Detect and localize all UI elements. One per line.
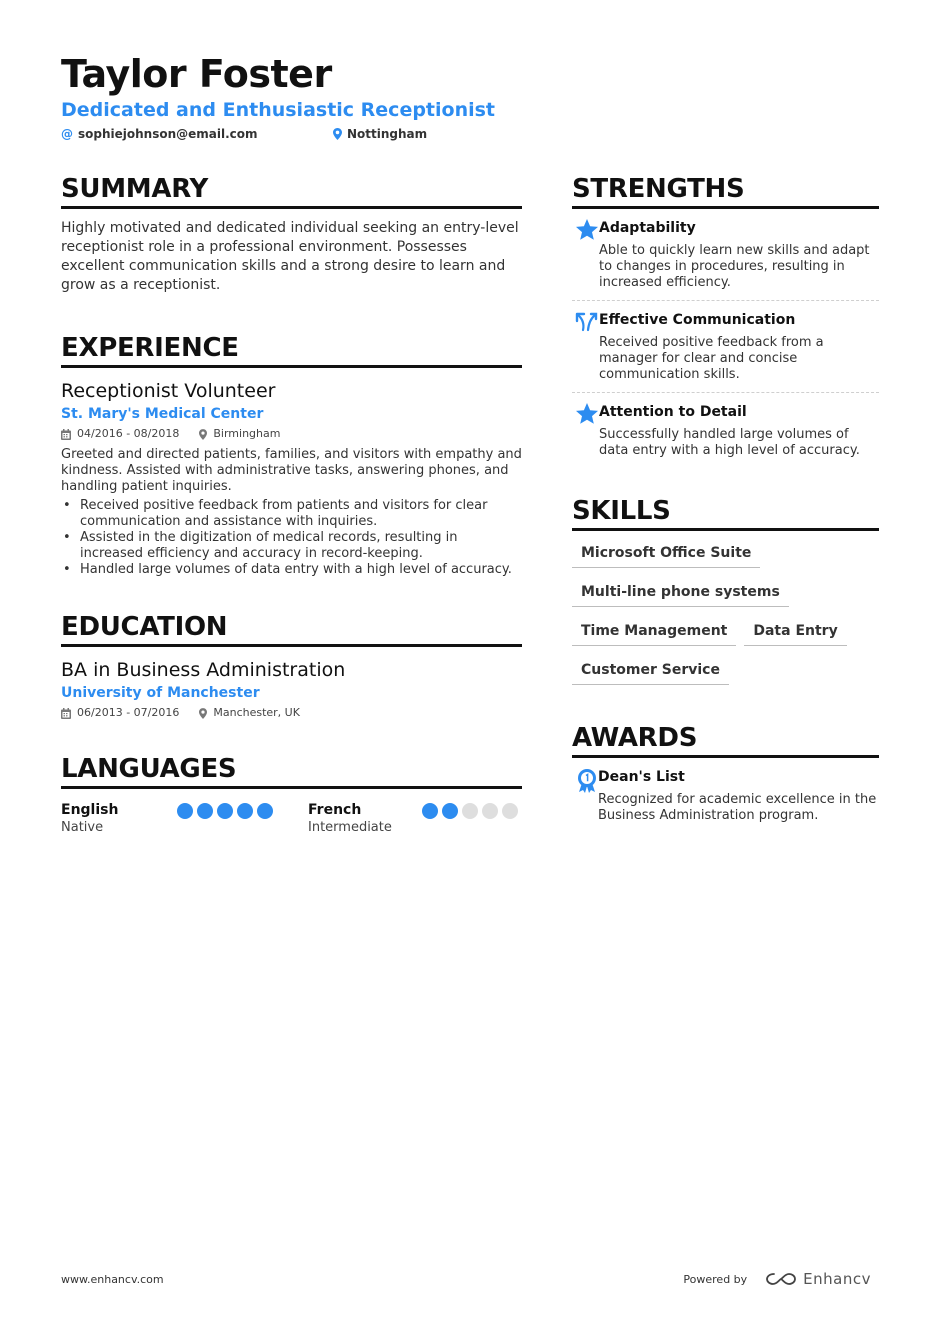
experience-section	[61, 331, 522, 578]
calendar-icon	[61, 708, 71, 719]
experience-description: Greeted and directed patients, families, and visitors with empathy and kindness. Assisted with administrative tasks, answering phones, and handling patient inquiries.	[61, 447, 522, 494]
strength-title: Attention to Detail	[599, 404, 747, 420]
calendar-icon	[61, 429, 71, 440]
skill-tag: Customer Service	[572, 654, 729, 685]
award-item	[572, 758, 879, 824]
at-icon: @	[61, 127, 73, 141]
candidate-title: Dedicated and Enthusiastic Receptionist	[61, 99, 496, 121]
footer-website-link[interactable]: www.enhancv.com	[61, 1272, 164, 1286]
location-pin-icon	[199, 429, 207, 440]
experience-dates-text: 04/2016 - 08/2018	[77, 427, 180, 440]
location-pin-icon	[199, 708, 207, 719]
education-degree: BA in Business Administration	[61, 659, 346, 681]
rating-dot-filled	[217, 803, 233, 819]
rating-dot-empty	[462, 803, 478, 819]
left-column	[61, 172, 522, 864]
skill-tag: Time Management	[572, 615, 736, 646]
enhancv-logo[interactable]	[765, 1270, 871, 1288]
strength-description: Able to quickly learn new skills and adapt to changes in procedures, resulting in increased efficiency.	[599, 243, 870, 290]
rating-dot-filled	[257, 803, 273, 819]
education-heading: EDUCATION	[61, 610, 522, 647]
rating-dot-filled	[422, 803, 438, 819]
skills-section	[572, 494, 879, 693]
education-meta	[61, 706, 522, 720]
language-rating	[422, 801, 522, 821]
skills-heading: SKILLS	[572, 494, 879, 531]
language-level: Intermediate	[308, 820, 392, 835]
skill-tag: Multi-line phone systems	[572, 576, 789, 607]
email-text: sophiejohnson@email.com	[78, 127, 258, 141]
experience-bullet: • Assisted in the digitization of medical records, resulting in increased efficiency and accuracy in record-keeping.	[63, 530, 458, 561]
rating-dot-empty	[502, 803, 518, 819]
powered-by-label: Powered by	[683, 1272, 748, 1286]
experience-company: St. Mary's Medical Center	[61, 406, 264, 422]
experience-location	[199, 427, 280, 441]
strength-item	[572, 209, 879, 301]
language-name: English	[61, 802, 119, 818]
rating-dot-filled	[237, 803, 253, 819]
page-footer	[61, 1270, 871, 1288]
location-pin-icon	[333, 128, 342, 140]
strengths-section	[572, 172, 879, 468]
education-dates-text: 06/2013 - 07/2016	[77, 706, 180, 719]
education-section	[61, 610, 522, 720]
experience-location-text: Birmingham	[213, 427, 281, 440]
award-title: Dean's List	[598, 769, 685, 785]
skill-tag: Data Entry	[744, 615, 846, 646]
experience-bullets	[61, 498, 522, 578]
experience-heading: EXPERIENCE	[61, 331, 522, 368]
rating-dot-filled	[442, 803, 458, 819]
strength-title: Adaptability	[599, 220, 696, 236]
powered-by	[683, 1270, 871, 1288]
enhancv-logo-icon	[765, 1271, 797, 1287]
enhancv-brand-text: Enhancv	[803, 1270, 871, 1288]
education-school: University of Manchester	[61, 685, 260, 701]
language-rating	[177, 801, 277, 821]
experience-bullet: • Received positive feedback from patients and visitors for clear communication and assistance with inquiries.	[63, 498, 488, 529]
communication-icon	[572, 311, 599, 383]
language-name: French	[308, 802, 362, 818]
strengths-heading: STRENGTHS	[572, 172, 879, 209]
skills-list	[572, 537, 879, 693]
experience-meta	[61, 427, 522, 441]
language-item	[308, 801, 522, 836]
experience-bullet: • Handled large volumes of data entry with a high level of accuracy.	[63, 562, 512, 577]
education-location	[199, 706, 300, 720]
right-column	[572, 172, 879, 852]
education-item	[61, 657, 522, 720]
awards-heading: AWARDS	[572, 721, 879, 758]
award-ribbon-icon	[572, 768, 598, 824]
education-dates	[61, 706, 179, 720]
language-level: Native	[61, 820, 104, 835]
awards-section	[572, 721, 879, 824]
languages-heading: LANGUAGES	[61, 752, 522, 789]
rating-dot-empty	[482, 803, 498, 819]
skill-tag: Microsoft Office Suite	[572, 537, 760, 568]
candidate-name: Taylor Foster	[61, 52, 332, 96]
strength-title: Effective Communication	[599, 312, 796, 328]
rating-dot-filled	[197, 803, 213, 819]
experience-role: Receptionist Volunteer	[61, 380, 276, 402]
resume-header	[61, 52, 881, 142]
summary-section	[61, 172, 522, 295]
language-item	[61, 801, 308, 836]
star-icon	[572, 219, 599, 291]
contact-info	[61, 126, 881, 142]
award-description: Recognized for academic excellence in the Business Administration program.	[598, 792, 877, 823]
rating-dot-filled	[177, 803, 193, 819]
summary-heading: SUMMARY	[61, 172, 522, 209]
strength-item	[572, 393, 879, 468]
languages-list	[61, 801, 522, 836]
location-text: Nottingham	[347, 127, 428, 141]
languages-section	[61, 752, 522, 836]
experience-dates	[61, 427, 179, 441]
star-icon	[572, 403, 599, 459]
experience-item	[61, 378, 522, 578]
strength-description: Successfully handled large volumes of data entry with a high level of accuracy.	[599, 427, 860, 458]
contact-email[interactable]	[61, 126, 333, 142]
education-location-text: Manchester, UK	[213, 706, 300, 719]
strength-item	[572, 301, 879, 393]
summary-text: Highly motivated and dedicated individual seeking an entry-level receptionist role in a professional environment. Possesses excellent communication skills and a strong desire to learn and grow as a receptionist.	[61, 220, 519, 293]
contact-location	[333, 126, 427, 142]
strength-description: Received positive feedback from a manager for clear and concise communication skills.	[599, 335, 824, 382]
